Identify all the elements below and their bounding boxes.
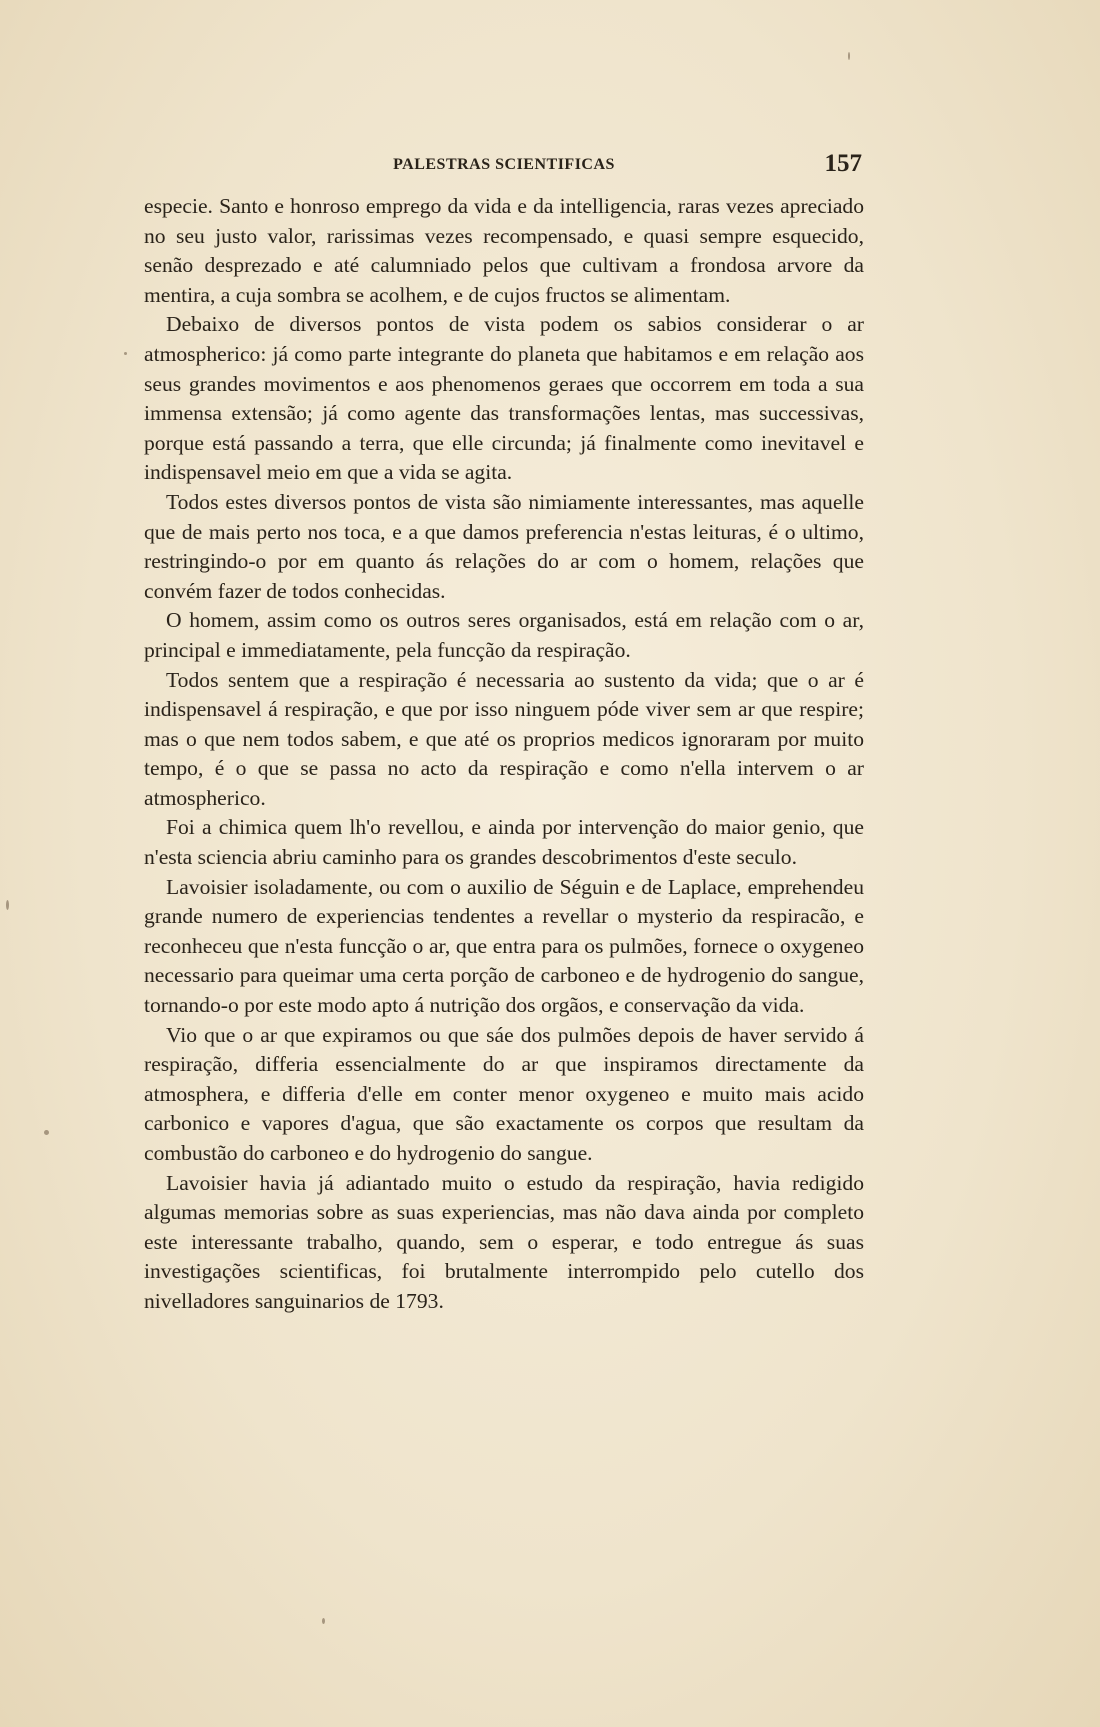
paper-speck xyxy=(6,900,9,910)
paper-speck xyxy=(322,1618,325,1624)
page-number: 157 xyxy=(824,150,862,177)
paragraph-3: Todos estes diversos pontos de vista são nimiamente interessantes, mas aquelle que de mais perto nos toca, e a que damos preferencia n'estas leituras, é o ultimo, restringindo-o por em quanto ás relações do ar com o homem, relações que convém fazer de todos conhecidas. xyxy=(144,489,864,603)
paragraph-6: Foi a chimica quem lh'o revellou, e ainda por intervenção do maior genio, que n'esta sciencia abriu caminho para os grandes descobrimentos d'este seculo. xyxy=(144,815,864,870)
page-header xyxy=(146,150,862,186)
body-text xyxy=(144,192,864,1317)
paragraph-8: Vio que o ar que expiramos ou que sáe dos pulmões depois de haver servido á respiração, differia essencialmente do ar que inspiramos directamente da atmosphera, e differia d'elle em conter menor oxygeneo e muito mais acido carbonico e vapores d'agua, que são exactamente os corpos que resultam da combustão do carboneo e do hydrogenio do sangue. xyxy=(144,1022,864,1165)
running-title: PALESTRAS SCIENTIFICAS xyxy=(393,156,615,173)
paragraph-5: Todos sentem que a respiração é necessaria ao sustento da vida; que o ar é indispensavel á respiração, e que por isso ninguem póde viver sem ar que respire; mas o que nem todos sabem, e que até os proprios medicos ignoraram por muito tempo, é o que se passa no acto da respiração e como n'ella intervem o ar atmospherico. xyxy=(144,667,864,810)
paragraph-1: especie. Santo e honroso emprego da vida e da intelligencia, raras vezes apreciado no seu justo valor, rarissimas vezes recompensado, e quasi sempre esquecido, senão desprezado e até calumniado pelos que cultivam a frondosa arvore da mentira, a cuja sombra se acolhem, e de cujos fructos se alimentam. xyxy=(144,194,864,307)
paragraph-2: Debaixo de diversos pontos de vista podem os sabios considerar o ar atmospherico: já como parte integrante do planeta que habitamos e em relação aos seus grandes movimentos e aos phenomenos geraes que occorrem em toda a sua immensa extensão; já como agente das transformações lentas, mas successivas, porque está passando a terra, que elle circunda; já finalmente como inevitavel e indispensavel meio em que a vida se agita. xyxy=(144,312,864,485)
paper-speck xyxy=(44,1130,49,1135)
paper-speck xyxy=(848,52,850,60)
paper-speck xyxy=(124,352,127,355)
paragraph-4: O homem, assim como os outros seres organisados, está em relação com o ar, principal e immediatamente, pela funcção da respiração. xyxy=(144,608,864,662)
paragraph-9: Lavoisier havia já adiantado muito o estudo da respiração, havia redigido algumas memorias sobre as suas experiencias, mas não dava ainda por completo este interessante trabalho, quando, sem o esperar, e todo entregue ás suas investigações scientificas, foi brutalmente interrompido pelo cutello dos nivelladores sanguinarios de 1793. xyxy=(144,1170,864,1313)
paragraph-7: Lavoisier isoladamente, ou com o auxilio de Séguin e de Laplace, emprehendeu grande numero de experiencias tendentes a revellar o mysterio da respiracão, e reconheceu que n'esta funcção o ar, que entra para os pulmões, fornece o oxygeneo necessario para queimar uma certa porção de carboneo e de hydrogenio do sangue, tornando-o por este modo apto á nutrição dos orgãos, e conservação da vida. xyxy=(144,874,864,1018)
